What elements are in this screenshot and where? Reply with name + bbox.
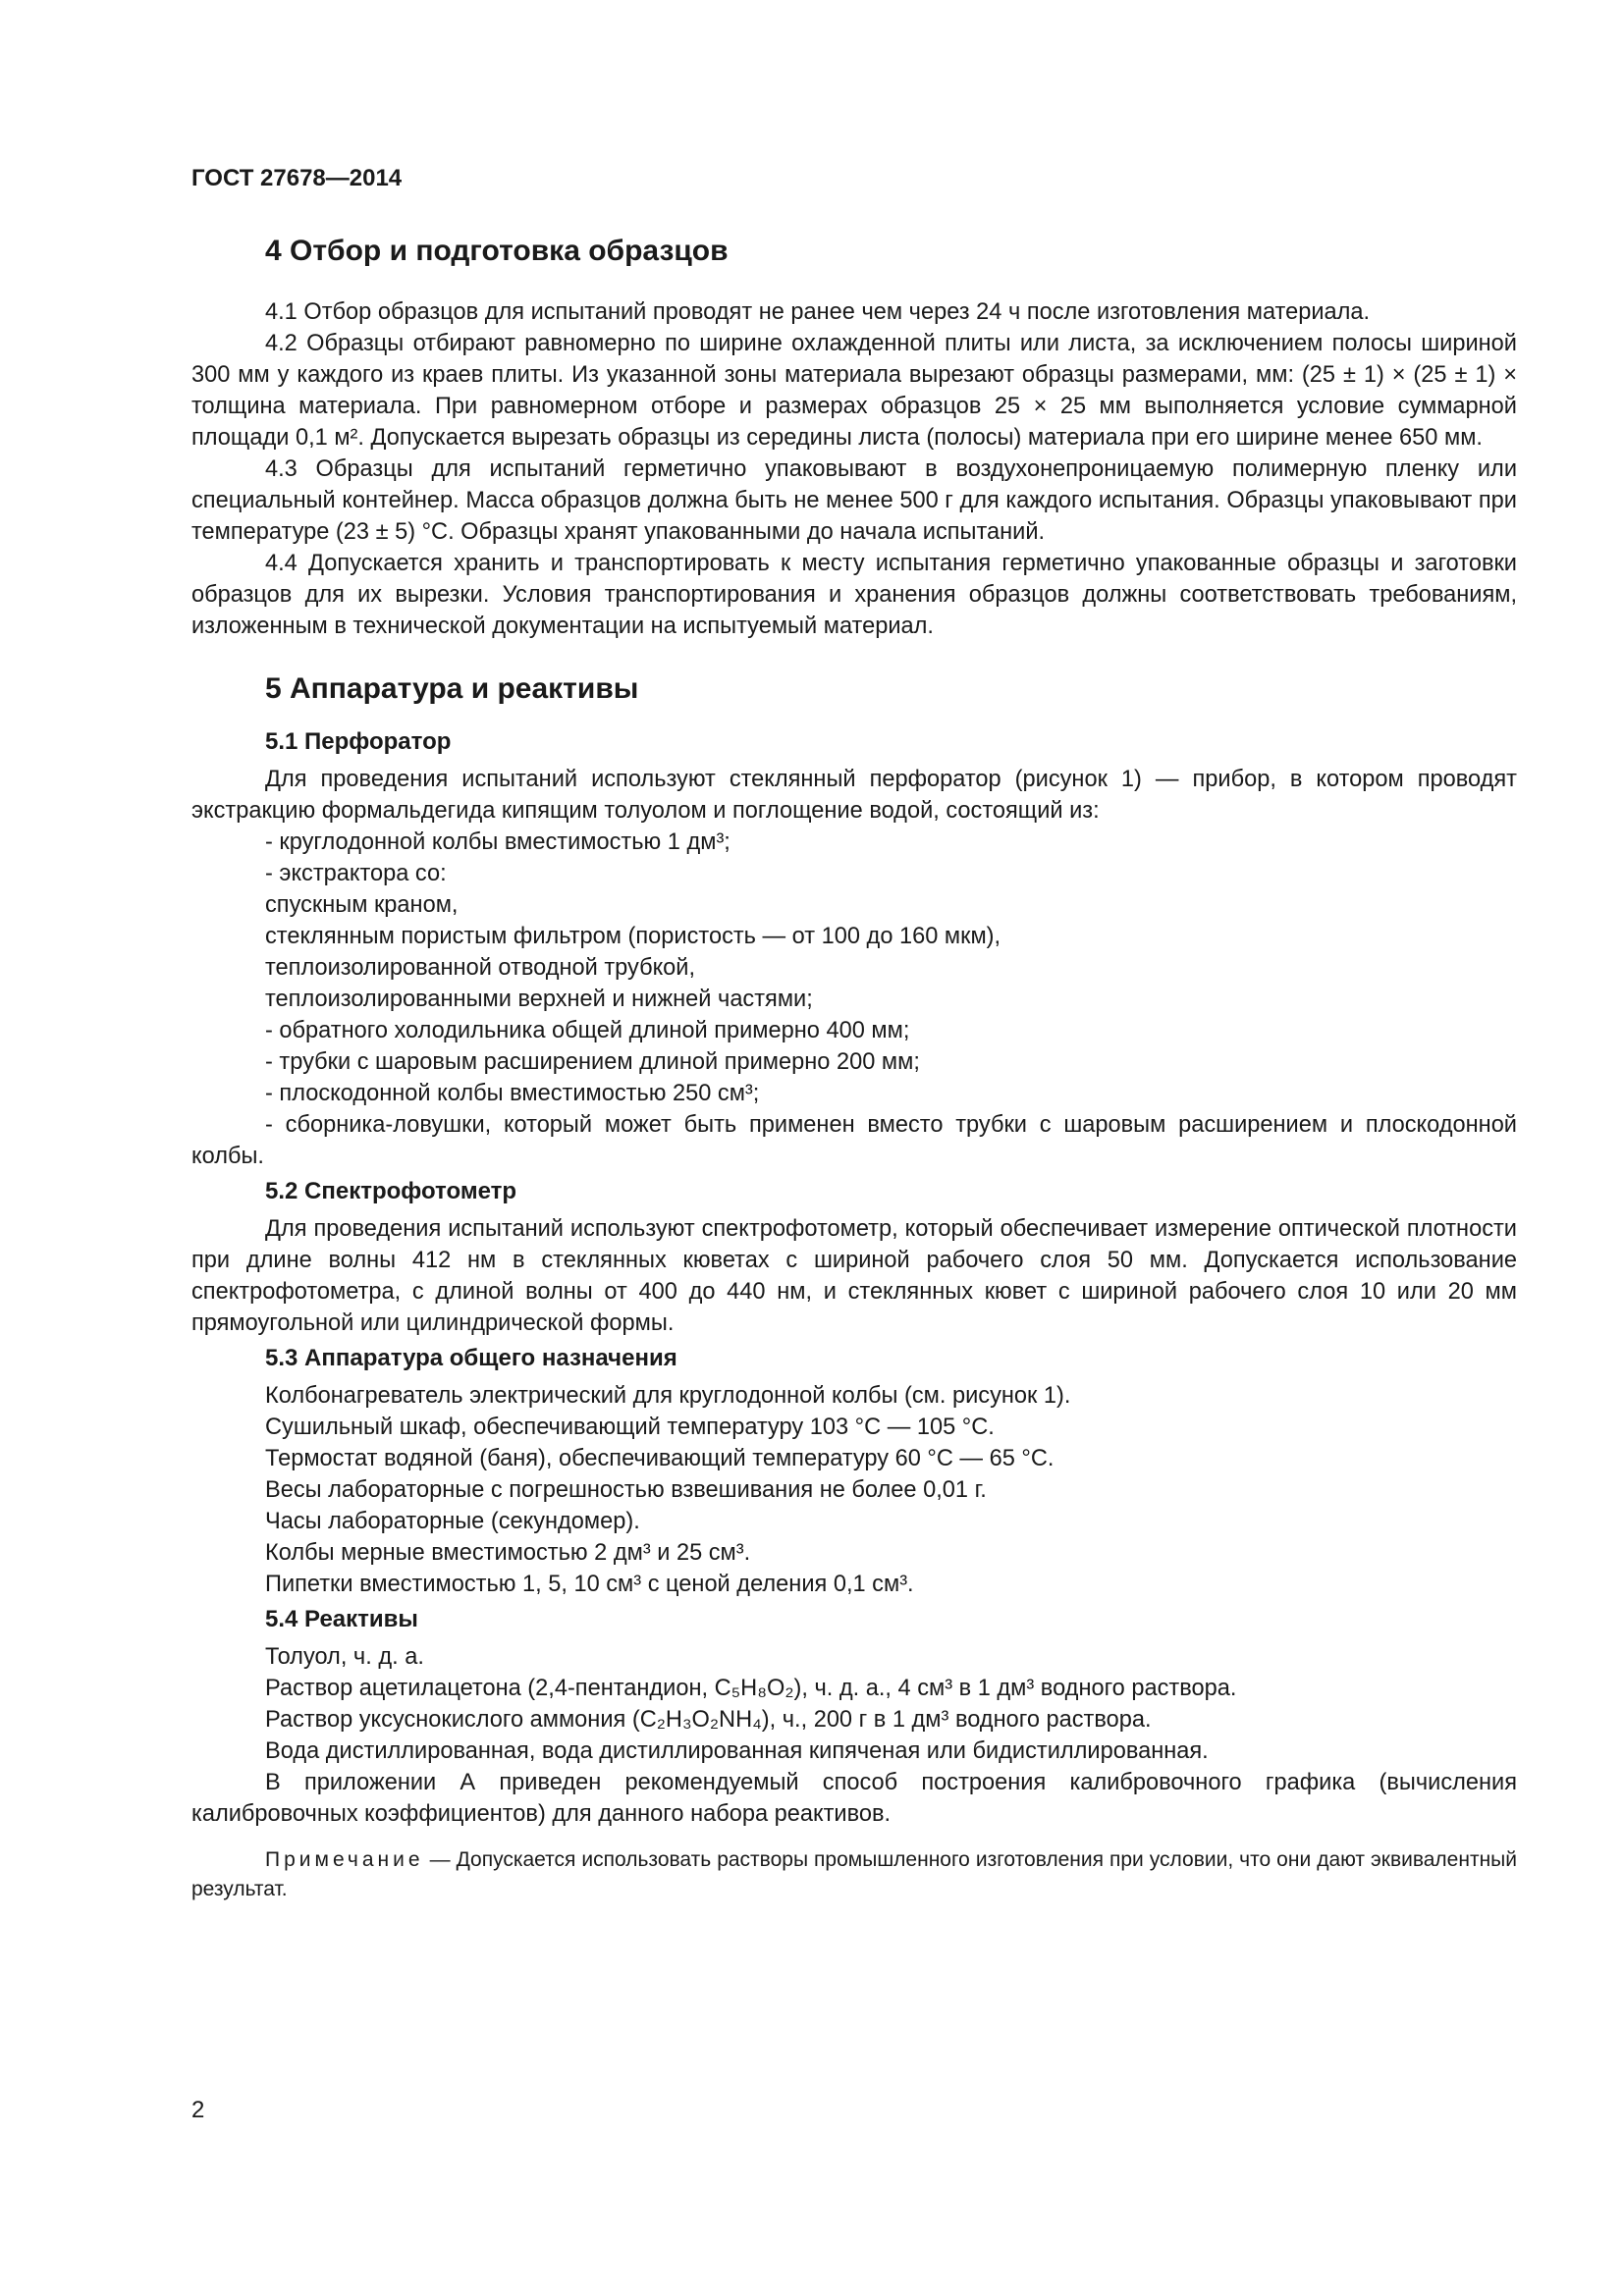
paragraph-4-2: 4.2 Образцы отбирают равномерно по ширине охлажденной плиты или листа, за исключением полосы шириной 300 мм у каждого из краев плиты. Из указанной зоны материала вырезают образцы размерами, мм: (25 ± 1) × (25 ± 1) × толщина материала. При равномерном отборе и размерах образцов 25 × 25 мм выполняется условие суммарной площади 0,1 м². Допускается вырезать образцы из середины листа (полосы) материала при его ширине менее 650 мм. [191, 331, 1517, 451]
equipment-line: Сушильный шкаф, обеспечивающий температуру 103 °С — 105 °С. [265, 1415, 995, 1440]
equipment-line: Пипетки вместимостью 1, 5, 10 см³ с ценой деления 0,1 см³. [265, 1572, 914, 1597]
equipment-line: Колбы мерные вместимостью 2 дм³ и 25 см³. [265, 1540, 751, 1566]
list-line: - круглодонной колбы вместимостью 1 дм³; [265, 829, 730, 855]
note [191, 1845, 1517, 1904]
list-line: - трубки с шаровым расширением длиной примерно 200 мм; [265, 1049, 920, 1075]
reagent-line: Толуол, ч. д. а. [265, 1644, 424, 1670]
subsection-5-4-title: 5.4 Реактивы [265, 1606, 418, 1632]
paragraph-4-4: 4.4 Допускается хранить и транспортировать к месту испытания герметично упакованные образцы и заготовки образцов для их вырезки. Условия транспортирования и хранения образцов должны соответствовать требованиям, изложенным в технической документации на испытуемый материал. [191, 551, 1517, 639]
note-text: — Допускается использовать растворы промышленного изготовления при условии, что они дают эквивалентный результат. [191, 1848, 1517, 1900]
list-line-last: - сборника-ловушки, который может быть применен вместо трубки с шаровым расширением и плоскодонной колбы. [191, 1112, 1517, 1169]
subsection-5-2-title: 5.2 Спектрофотометр [265, 1178, 517, 1204]
reagent-line: Вода дистиллированная, вода дистиллированная кипяченая или бидистиллированная. [265, 1738, 1209, 1764]
paragraph-5-2: Для проведения испытаний используют спектрофотометр, который обеспечивает измерение оптической плотности при длине волны 412 нм в стеклянных кюветах с шириной рабочего слоя 50 мм. Допускается использование спектрофотометра, с длиной волны от 400 до 440 нм, и стеклянных кювет с шириной рабочего слоя 10 или 20 мм прямоугольной или цилиндрической формы. [191, 1216, 1517, 1336]
section-4-title: 4 Отбор и подготовка образцов [265, 235, 729, 267]
list-line: - плоскодонной колбы вместимостью 250 см³; [265, 1081, 760, 1106]
equipment-line: Часы лабораторные (секундомер). [265, 1509, 640, 1534]
paragraph-5-1-intro: Для проведения испытаний используют стеклянный перфоратор (рисунок 1) — прибор, в котором проводят экстракцию формальдегида кипящим толуолом и поглощение водой, состоящий из: [191, 767, 1517, 824]
list-line: - экстрактора со: [265, 861, 447, 886]
paragraph-4-1: 4.1 Отбор образцов для испытаний проводят не ранее чем через 24 ч после изготовления материала. [265, 299, 1371, 325]
subsection-5-1-title: 5.1 Перфоратор [265, 728, 452, 755]
list-line: теплоизолированной отводной трубкой, [265, 955, 696, 981]
list-line: теплоизолированными верхней и нижней частями; [265, 987, 813, 1012]
equipment-line: Весы лабораторные с погрешностью взвешивания не более 0,01 г. [265, 1477, 987, 1503]
equipment-line: Колбонагреватель электрический для круглодонной колбы (см. рисунок 1). [265, 1383, 1071, 1409]
note-label: Примечание [265, 1848, 424, 1871]
list-line: спускным краном, [265, 892, 459, 918]
reagent-line: Раствор уксуснокислого аммония (C₂H₃O₂NH₄), ч., 200 г в 1 дм³ водного раствора. [265, 1707, 1152, 1733]
document-header: ГОСТ 27678—2014 [191, 165, 403, 191]
list-line: стеклянным пористым фильтром (пористость — от 100 до 160 мкм), [265, 924, 1001, 949]
list-line: - обратного холодильника общей длиной примерно 400 мм; [265, 1018, 910, 1043]
reagent-line: Раствор ацетилацетона (2,4-пентандион, C₅H₈O₂), ч. д. а., 4 см³ в 1 дм³ водного раствора. [265, 1676, 1237, 1701]
subsection-5-3-title: 5.3 Аппаратура общего назначения [265, 1345, 677, 1371]
equipment-line: Термостат водяной (баня), обеспечивающий температуру 60 °С — 65 °С. [265, 1446, 1055, 1471]
page-number: 2 [191, 2097, 205, 2123]
document-body [191, 232, 1517, 1904]
paragraph-5-4-last: В приложении А приведен рекомендуемый способ построения калибровочного графика (вычисления калибровочных коэффициентов) для данного набора реактивов. [191, 1770, 1517, 1827]
section-5-title: 5 Аппаратура и реактивы [265, 672, 639, 705]
paragraph-4-3: 4.3 Образцы для испытаний герметично упаковывают в воздухонепроницаемую полимерную пленку или специальный контейнер. Масса образцов должна быть не менее 500 г для каждого испытания. Образцы упаковывают при температуре (23 ± 5) °С. Образцы хранят упакованными до начала испытаний. [191, 456, 1517, 545]
